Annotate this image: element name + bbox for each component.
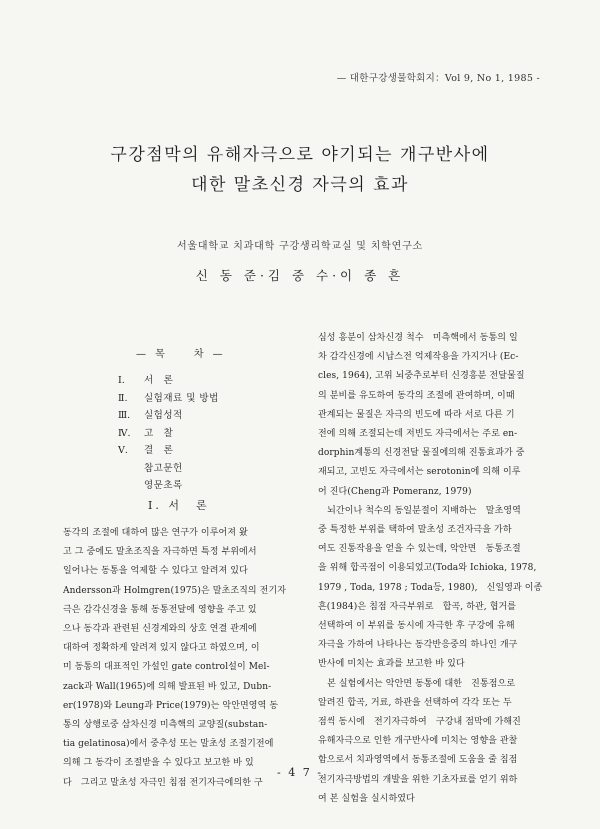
text-line: 점씩 동시에 전기자극하여 구강내 점막에 가해진: [318, 717, 521, 728]
toc-item: [118, 407, 298, 425]
text-line: 반사에 미치는 효과를 보고한 바 있다: [318, 659, 465, 670]
text-line: 일어나는 동통을 억제할 수 있다고 알려져 있다: [63, 566, 248, 577]
text-line: er(1978)와 Leung과 Price(1979)는 악안면영역 동: [63, 700, 279, 711]
text-line: 을 위해 합곡점이 이용되었고(Toda와 Ichioka, 1978,: [318, 563, 537, 574]
text-line: 으나 동각과 관련된 신경계와의 상호 연결 관계에: [63, 624, 257, 635]
toc-item: [118, 390, 298, 408]
table-of-contents: [118, 345, 298, 495]
text-line: 의해 그 동각이 조절받을 수 있다고 보고한 바 있: [63, 758, 254, 769]
text-line: 자극을 가하여 나타나는 동각반응중의 하나인 개구: [318, 640, 518, 651]
text-line: 선택하여 이 부위를 동시에 자극한 후 구강에 유해: [318, 621, 515, 632]
toc-item: [118, 372, 298, 390]
text-line: 중 특정한 부위를 택하여 말초성 조건자극을 가하: [318, 525, 512, 536]
text-line: 동각의 조절에 대하여 많은 연구가 이루어져 왔: [63, 528, 248, 538]
toc-label: 실험성적: [144, 410, 183, 421]
text-line: 미 동통의 대표적인 가설인 gate control설이 Mel-: [63, 662, 270, 673]
text-line: tia gelatinosa)에서 중추성 또는 말초성 조절기전에: [63, 739, 274, 750]
text-line: 차 감각신경에 시납스전 억제작용을 가지거나 (Ec-: [318, 352, 519, 363]
text-line: 재되고, 고빈도 자극에서는 serotonin에 의해 이루: [318, 467, 521, 478]
text-line: zack과 Wall(1965)에 의해 발표된 바 있고, Dubn-: [63, 681, 272, 692]
text-line: dorphin계통의 신경전달 물질에의해 진통효과가 중: [318, 448, 525, 459]
toc-label: 서 론: [144, 375, 174, 386]
left-column-text: [63, 524, 289, 793]
affiliation: 서울대학교 치과대학 구강생리학교실 및 치학연구소: [176, 241, 424, 252]
text-line: 본 실험에서는 악안면 동통에 대한 진통점으로: [318, 678, 516, 689]
text-line: 통의 상행로중 삼차신경 미측핵의 교양질(substan-: [63, 720, 268, 731]
text-line: 다 그리고 말초성 자극인 침점 전기자극에의한 구: [63, 777, 263, 788]
text-line: 대하여 정확하게 알려져 있지 않다고 하였으며, 이: [63, 643, 260, 654]
toc-label: 실험재료 및 방법: [144, 392, 219, 404]
text-line: 유해자극으로 인한 개구반사에 미치는 영향을 관찰: [318, 736, 518, 747]
toc-number: Ⅲ.: [118, 410, 131, 421]
text-line: 극은 감각신경을 통해 동통전달에 영향을 주고 있: [63, 604, 257, 615]
article-title: [0, 140, 600, 200]
title-line-2: 대한 말초신경 자극의 효과: [191, 175, 409, 195]
text-line: 고 그 중에도 말초조직을 자극하면 특정 부위에서: [63, 547, 257, 558]
toc-item: [118, 477, 298, 495]
toc-label: 고 찰: [144, 427, 174, 439]
text-line: Andersson과 Holmgren(1975)은 말초조직의 전기자: [63, 585, 287, 596]
right-column-text: [318, 329, 546, 809]
text-line: 의 분비를 유도하여 동각의 조절에 관여하며, 이때: [318, 390, 515, 401]
title-line-1: 구강점막의 유해자극으로 야기되는 개구반사에: [110, 145, 490, 165]
text-line: 관계되는 물질은 자극의 빈도에 따라 서로 다른 기: [318, 409, 515, 420]
text-line: 함으로서 치과영역에서 동통조절에 도움을 줄 침점: [318, 755, 518, 766]
toc-item: [118, 442, 298, 460]
page-number: - 4 7 -: [277, 766, 323, 779]
journal-header: — 대한구강생물학회지：Vol 9, No 1, 1985 -: [336, 73, 540, 84]
toc-number: Ⅳ.: [118, 427, 131, 439]
text-line: 흔(1984)은 침점 자극부위로 합곡, 하관, 협거를: [318, 601, 517, 612]
text-line: 알려진 합곡, 거료, 하관을 선택하여 각각 또는 두: [318, 697, 512, 708]
text-line: 여 본 실험을 실시하였다: [318, 793, 415, 804]
toc-label: 영문초록: [144, 480, 183, 491]
text-line: 심성 흥분이 삼차신경 척수 미측핵에서 동통의 일: [318, 333, 518, 343]
toc-label: 결 론: [144, 445, 174, 456]
text-line: 여도 진통작용을 얻을 수 있는데, 악안면 동통조절: [318, 544, 521, 555]
text-line: 뇌간이나 척수의 동일분절이 지배하는 말초영역: [318, 505, 521, 516]
authors: 신 동 준·김 중 수·이 종 흔: [195, 268, 405, 283]
text-line: 전기자극방법의 개발을 위한 기초자료를 얻기 위하: [318, 774, 518, 785]
toc-item: [118, 460, 298, 478]
toc-number: Ⅱ.: [118, 392, 128, 404]
toc-number: Ⅴ.: [118, 445, 128, 456]
text-line: 1979 , Toda, 1978 ; Toda등, 1980), 신일영과 이종: [318, 582, 543, 593]
text-line: 어 진다(Cheng과 Pomeranz, 1979): [318, 486, 472, 497]
toc-label: 참고문헌: [144, 462, 183, 474]
toc-number: Ⅰ.: [118, 375, 125, 386]
toc-title: — 목 차 —: [136, 349, 226, 360]
section-heading-introduction: Ⅰ. 서 론: [148, 499, 210, 512]
text-line: 전에 의해 조절되는데 저빈도 자극에서는 주로 en-: [318, 429, 518, 440]
toc-item: [118, 425, 298, 443]
text-line: cles, 1964), 고위 뇌중추로부터 신경흥분 전달물질: [318, 371, 525, 382]
